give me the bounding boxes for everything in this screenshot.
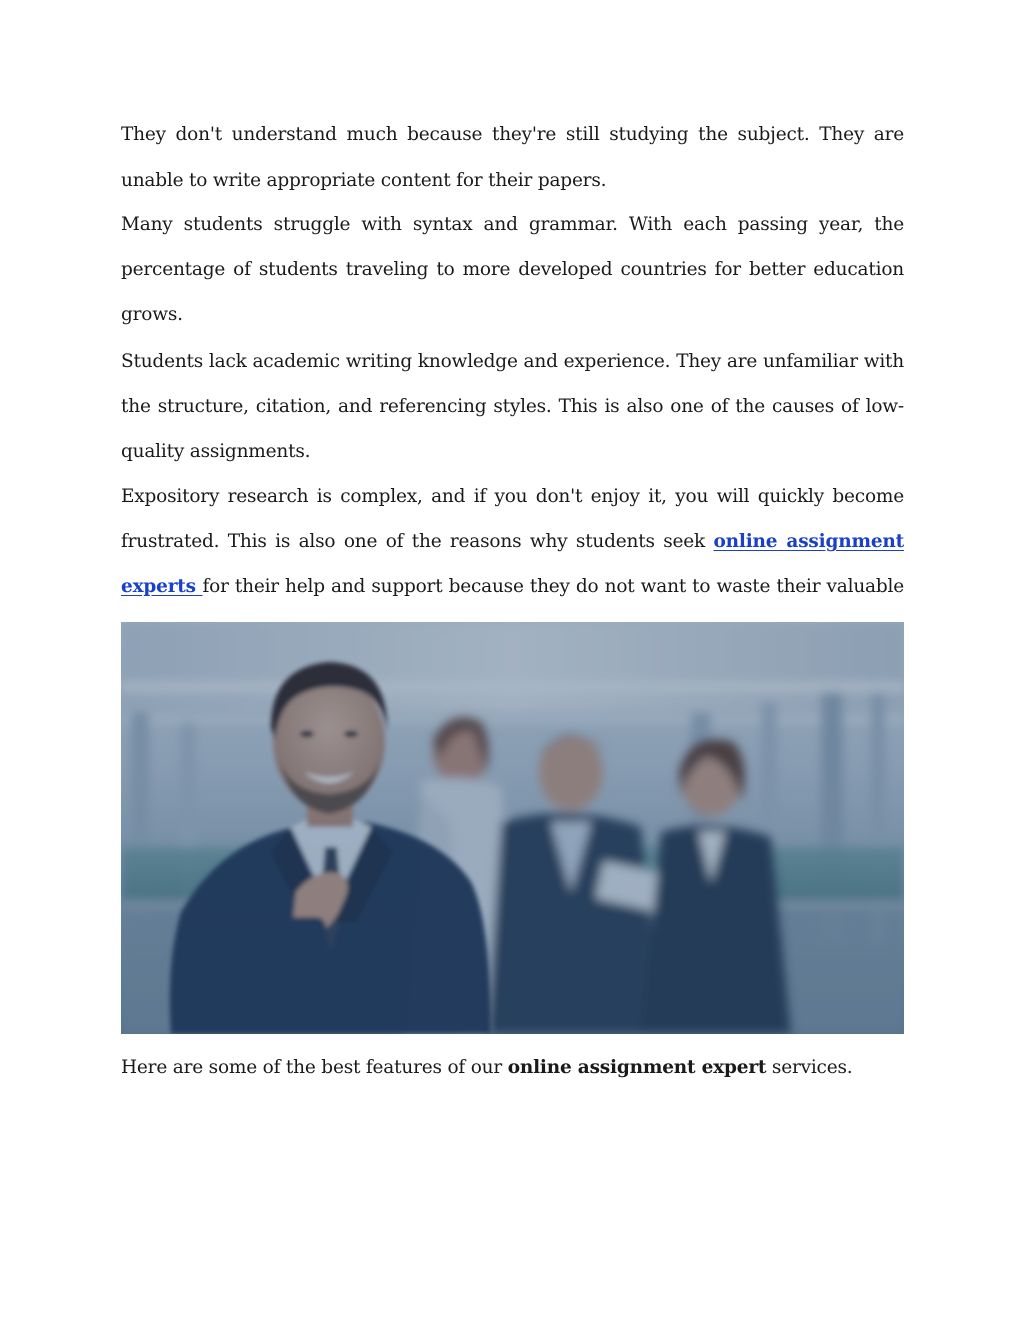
business-team-photo	[121, 622, 904, 1034]
paragraph-4-text-before: Expository research is complex, and if you don't enjoy it, you will quickly become frustrated. This is also one of the reasons why students seek	[121, 486, 904, 552]
features-intro	[121, 1050, 904, 1086]
paragraph-2: Many students struggle with syntax and grammar. With each passing year, the percentage of students traveling to more developed countries for better education grows.	[121, 214, 904, 325]
paragraph-3: Students lack academic writing knowledge and experience. They are unfamiliar with the structure, citation, and referencing styles. This is also one of the causes of low-quality assignments.	[121, 351, 904, 462]
business-team-illustration	[121, 622, 904, 1034]
online-assignment-experts-link[interactable]: online assignment experts	[121, 531, 904, 597]
features-intro-after: services.	[766, 1057, 853, 1078]
paragraph-4-text-after: for their help and support because they do not want to waste their valuable	[202, 576, 904, 597]
features-intro-before: Here are some of the best features of our	[121, 1057, 508, 1078]
document-body	[121, 112, 904, 654]
paragraph-1: They don't understand much because they're still studying the subject. They are unable to write appropriate content for their papers.	[121, 124, 904, 191]
features-intro-bold: online assignment expert	[507, 1057, 767, 1078]
